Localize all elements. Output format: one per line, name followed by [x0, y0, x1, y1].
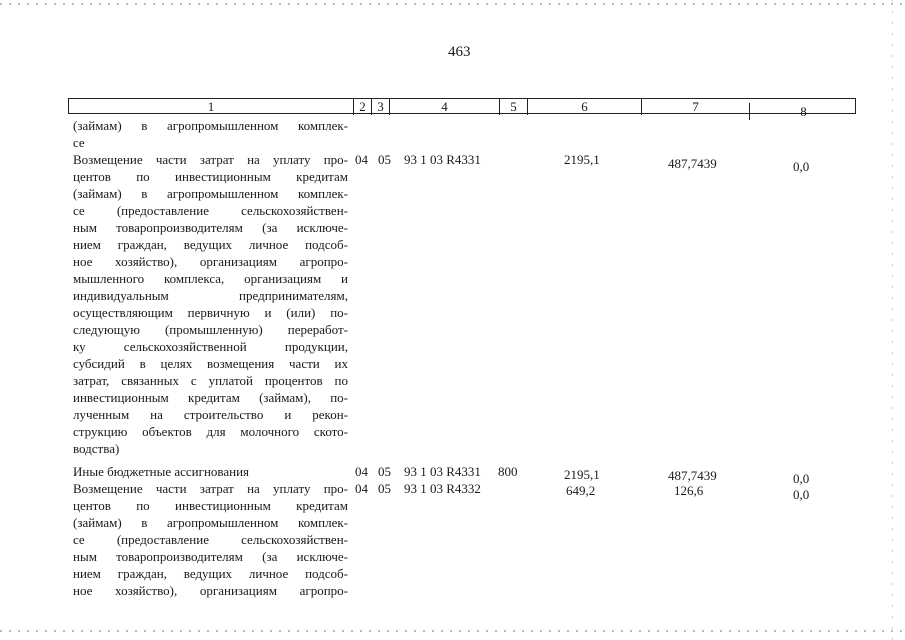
row-value-7: 487,7439 — [668, 468, 717, 483]
row-value-8: 0,0 — [793, 471, 810, 486]
row-description-line: (займам) в агропромышленном комплек- — [73, 186, 348, 201]
row-description-line: ным товаропроизводителям (за исключе- — [73, 549, 348, 564]
row-description-line: индивидуальным предпринимателям, — [73, 288, 348, 303]
row-description-line: осуществляющим первичную и (или) по- — [73, 305, 348, 320]
row-value-8: 0,0 — [793, 159, 810, 174]
row-description-line: инвестиционным кредитам (займам), по- — [73, 390, 348, 405]
row-subsection: 05 — [378, 464, 391, 479]
row-target-code: 93 1 03 R4331 — [404, 152, 481, 167]
row-description-line: субсидий в целях возмещения части их — [73, 356, 348, 371]
row-description-line: ку сельскохозяйственной продукции, — [73, 339, 348, 354]
row-value-7: 126,6 — [674, 483, 704, 498]
row-subsection: 05 — [378, 481, 391, 496]
row-section: 04 — [355, 464, 368, 479]
row-section: 04 — [355, 152, 368, 167]
header-col-1: 1 — [207, 99, 215, 114]
row-value-6: 649,2 — [566, 483, 596, 498]
row-description-line: центов по инвестиционным кредитам — [73, 498, 348, 513]
header-col-6: 6 — [527, 98, 641, 115]
row-value-6: 2195,1 — [564, 467, 600, 482]
continuation-line: се — [73, 135, 85, 150]
table-header — [68, 98, 856, 119]
scan-edge-bottom — [0, 630, 905, 632]
row-value-8: 0,0 — [793, 487, 810, 502]
row-description-line: (займам) в агропромышленном комплек- — [73, 515, 348, 530]
row-description-line: струкцию объектов для молочного ското- — [73, 424, 348, 439]
row-section: 04 — [355, 481, 368, 496]
row-target-code: 93 1 03 R4332 — [404, 481, 481, 496]
continuation-line: (займам) в агропромышленном комплек- — [73, 118, 348, 133]
row-description-line: ное хозяйство), организациям агропро- — [73, 583, 348, 598]
row-description-line: мышленного комплекса, организациям и — [73, 271, 348, 286]
row-description-line: ным товаропроизводителям (за исключе- — [73, 220, 348, 235]
row-expense-type: 800 — [498, 464, 518, 479]
row-value-6: 2195,1 — [564, 152, 600, 167]
header-col-5: 5 — [499, 98, 527, 115]
row-target-code: 93 1 03 R4331 — [404, 464, 481, 479]
scan-edge-right — [892, 0, 893, 640]
header-col-3: 3 — [371, 98, 389, 115]
page-number: 463 — [448, 44, 471, 60]
header-col-2: 2 — [353, 98, 371, 115]
row-description-line: водства) — [73, 441, 120, 456]
row-description-line: нием граждан, ведущих личное подсоб- — [73, 237, 348, 252]
row-description-line: затрат, связанных с уплатой процентов по — [73, 373, 348, 388]
row-description-line: Возмещение части затрат на уплату про- — [73, 152, 348, 167]
header-col-8: 8 — [749, 103, 857, 120]
scan-edge-top — [0, 3, 905, 5]
row-description-line: се (предоставление сельскохозяйствен- — [73, 532, 348, 547]
row-description-line: нием граждан, ведущих личное подсоб- — [73, 566, 348, 581]
header-col-4: 4 — [389, 98, 499, 115]
row-description-line: центов по инвестиционным кредитам — [73, 169, 348, 184]
row-description-line: Иные бюджетные ассигнования — [73, 464, 250, 479]
row-description-line: лученным на строительство и рекон- — [73, 407, 348, 422]
row-description-line: ное хозяйство), организациям агропро- — [73, 254, 348, 269]
row-description-line: Возмещение части затрат на уплату про- — [73, 481, 348, 496]
row-value-7: 487,7439 — [668, 156, 717, 171]
row-description-line: следующую (промышленную) переработ- — [73, 322, 348, 337]
row-description-line: се (предоставление сельскохозяйствен- — [73, 203, 348, 218]
row-subsection: 05 — [378, 152, 391, 167]
header-col-7: 7 — [641, 98, 749, 115]
